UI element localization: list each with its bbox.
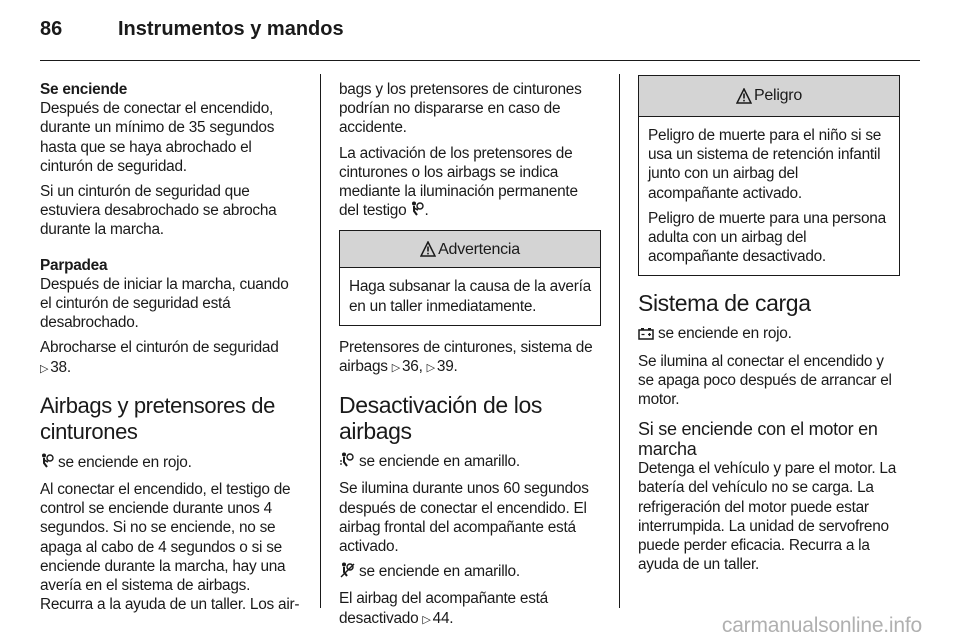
reference-arrow-icon: ▷ [40, 362, 49, 375]
column-1 [40, 80, 302, 620]
battery-icon [638, 326, 654, 345]
airbag-warning-icon [40, 453, 54, 474]
section-title-airbags: Airbags y pretensores de cinturones [40, 392, 275, 444]
danger-box-text: Peligro de muerte para una persona adulta con un airbag del acompañante desactivado. [648, 209, 886, 266]
danger-box-title: Peligro [753, 87, 803, 105]
paragraph [339, 562, 601, 583]
paragraph [339, 338, 601, 378]
paragraph [339, 452, 601, 473]
paragraph: Después de iniciar la marcha, cuando el cinturón de seguridad está desabrochado. [40, 275, 289, 332]
paragraph-text: se enciende en rojo. [58, 453, 192, 471]
paragraph: La activación de los pretensores de cinturones o los airbags se indica mediante la iluminación permanente del testigo . [339, 144, 601, 223]
paragraph-text: La activación de los pretensores de cinturones o los airbags se indica mediante la iluminación permanente del testigo [339, 144, 578, 220]
page-number: 86 [40, 18, 63, 40]
warning-box-title: Advertencia [438, 240, 520, 258]
page-reference[interactable]: 38. [50, 358, 71, 376]
warning-box-text: Haga subsanar la causa de la avería en un taller inmediatamente. [349, 278, 591, 315]
page-title: Instrumentos y mandos [118, 18, 344, 40]
header-divider [40, 60, 920, 61]
paragraph: Se ilumina al conectar el encendido y se apaga poco después de arrancar el motor. [638, 352, 892, 409]
paragraph [339, 589, 601, 629]
paragraph [638, 324, 900, 345]
paragraph: Detenga el vehículo y pare el motor. La batería del vehículo no se carga. La refrigeración del motor puede estar interrumpida. La unidad de servofreno puede perder eficacia. Recurra a la ayuda de un taller. [638, 460, 897, 574]
section-heading-parpadea: Parpadea [40, 256, 108, 274]
paragraph-text: Pretensores de cinturones, sistema de airbags [339, 338, 593, 376]
page-reference[interactable]: 39. [436, 358, 458, 376]
section-heading-se-enciende: Se enciende [40, 81, 128, 98]
column-3 [638, 75, 900, 580]
page-reference[interactable]: 44. [432, 609, 454, 627]
paragraph: Se ilumina durante unos 60 segundos después de conectar el encendido. El airbag frontal del acompañante está activado. [339, 480, 589, 556]
passenger-airbag-off-icon [339, 562, 355, 583]
column-divider-2 [619, 74, 620, 608]
danger-box-header [639, 76, 899, 117]
section-title-sistema-carga: Sistema de carga [638, 290, 811, 317]
section-heading-motor-marcha: Si se enciende con el motor en marcha [638, 419, 878, 460]
paragraph-text: se enciende en amarillo. [359, 453, 520, 471]
reference-arrow-icon: ▷ [426, 362, 435, 375]
passenger-airbag-on-icon [339, 452, 355, 473]
warning-triangle-icon [420, 241, 436, 257]
reference-arrow-icon: ▷ [422, 613, 431, 626]
paragraph-text: se enciende en amarillo. [359, 563, 520, 581]
section-title-desactivacion: Desactivación de los airbags [339, 392, 542, 445]
column-2 [339, 80, 601, 636]
paragraph: Si un cinturón de seguridad que estuviera desabrochado se abrocha durante la marcha. [40, 183, 277, 239]
danger-box-text: Peligro de muerte para el niño si se usa un sistema de retención infantil junto con un airbag del acompañante activado. [648, 127, 882, 202]
paragraph-text: El airbag del acompañante está desactivado [339, 590, 548, 627]
paragraph [40, 338, 302, 378]
danger-box [638, 75, 900, 276]
paragraph-text: Abrocharse el cinturón de seguridad [40, 339, 279, 357]
airbag-warning-icon [410, 201, 424, 222]
warning-box-header [340, 231, 600, 268]
reference-arrow-icon: ▷ [391, 362, 400, 375]
paragraph: Al conectar el encendido, el testigo de control se enciende durante unos 4 segundos. Si no se enciende, no se apaga al cabo de 4 segundos o si se enciende durante la marcha, hay una avería en el sistema de airbags. Recurra a la ayuda de un taller. Los air- [40, 481, 300, 614]
watermark: carmanualsonline.info [721, 614, 922, 637]
warning-box [339, 230, 601, 325]
paragraph: Después de conectar el encendido, durante un mínimo de 35 segundos hasta que se haya abrochado el cinturón de seguridad. [40, 100, 275, 175]
warning-triangle-icon [736, 88, 752, 104]
paragraph: bags y los pretensores de cinturones podrían no dispararse en caso de accidente. [339, 81, 582, 137]
page-reference[interactable]: 36, [401, 358, 423, 376]
column-divider-1 [320, 74, 321, 608]
paragraph-text: se enciende en rojo. [658, 325, 792, 343]
paragraph [40, 453, 302, 474]
